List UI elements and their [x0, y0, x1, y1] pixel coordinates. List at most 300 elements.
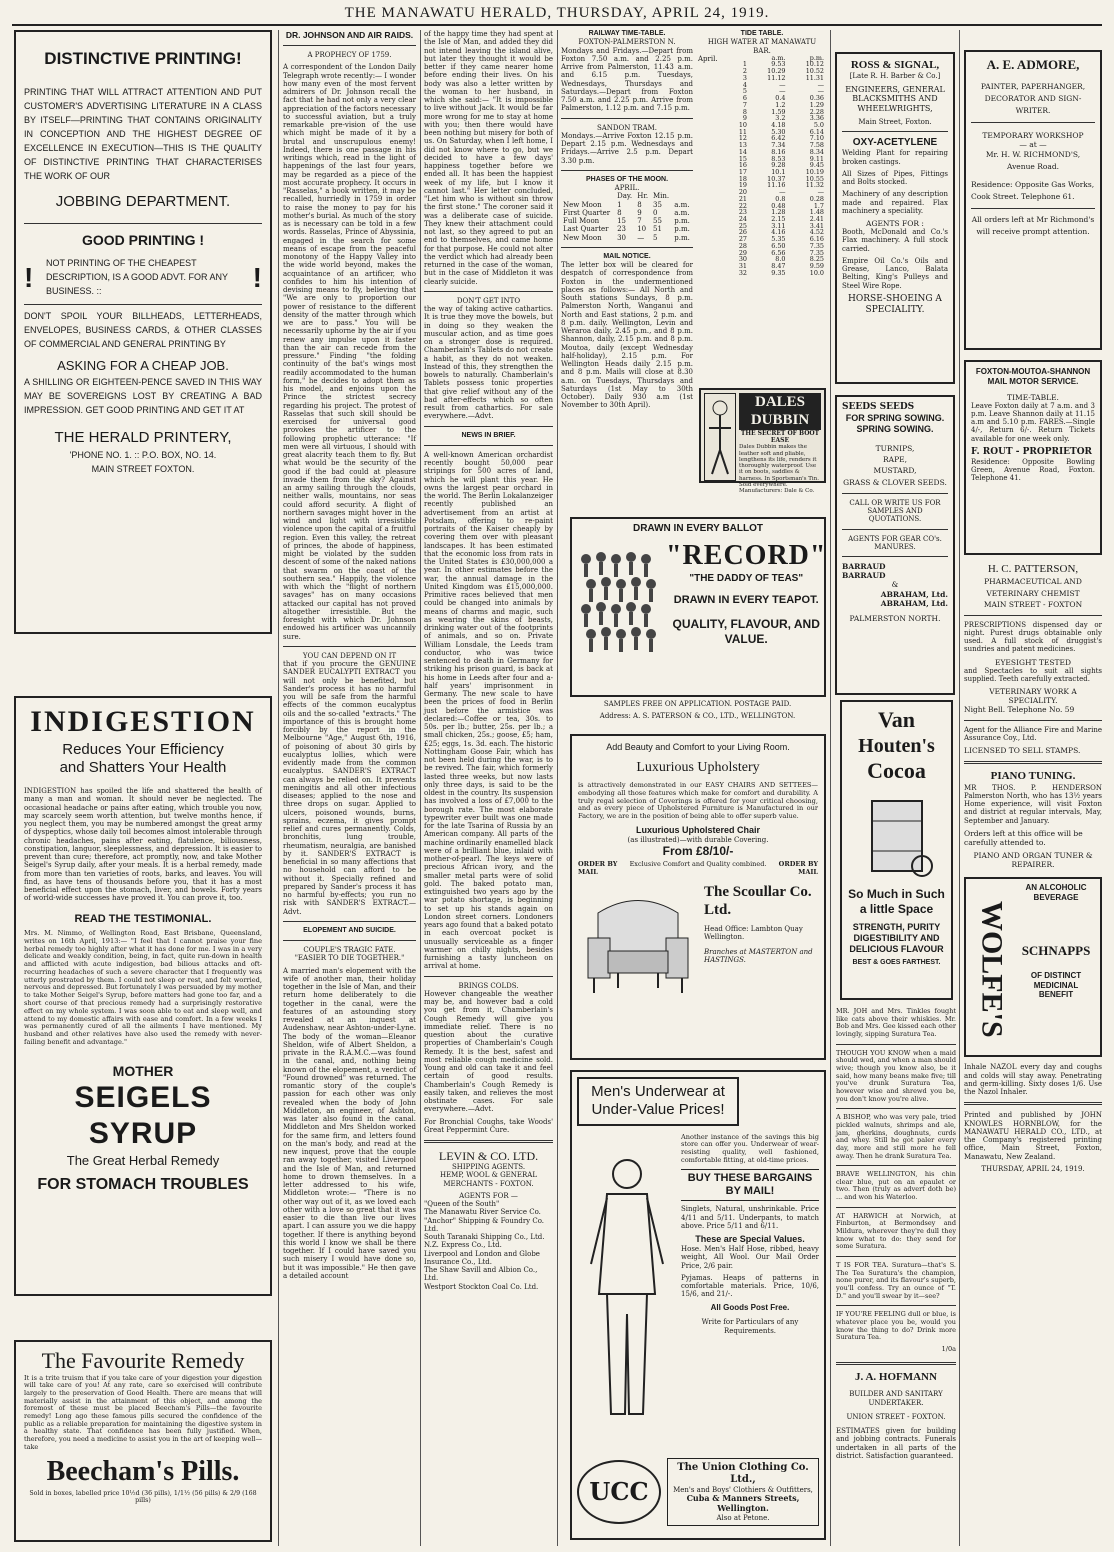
- list-item: "Queen of the South": [424, 1200, 500, 1209]
- table-row: [561, 217, 693, 225]
- table-header-cell: Hr.: [637, 192, 649, 201]
- moon-title: PHASES OF THE MOON.: [585, 175, 669, 183]
- table-cell: 21: [738, 194, 747, 203]
- table-header-cell: [561, 192, 615, 200]
- tide-sub: HIGH WATER AT MANAWATU BAR.: [707, 38, 817, 55]
- table-cell: 24: [738, 215, 747, 223]
- table-cell: 10.37: [767, 174, 786, 183]
- wolfe-an: AN ALCOHOLIC BEVERAGE: [1025, 883, 1087, 903]
- depend-headline: YOU CAN DEPEND ON IT: [302, 651, 397, 660]
- table-cell: 9: [637, 208, 642, 217]
- agents-oil: Empire Oil Co.'s Oils and Grease, Lanco, Balata Belting, King's Pulleys and Steel Wire Rope.: [842, 256, 948, 290]
- column-6: [964, 30, 1102, 1546]
- table-cell: 1: [742, 60, 747, 69]
- abraham-2: ABRAHAM, Ltd.: [880, 598, 948, 608]
- table-cell: 6.42: [771, 134, 786, 143]
- list-item: The Manawatu River Service Co.: [424, 1208, 541, 1217]
- table-cell: 0.36: [809, 94, 824, 103]
- table-cell: 10: [637, 225, 647, 234]
- table-cell: —: [779, 80, 786, 89]
- table-cell: a.m.: [674, 208, 690, 217]
- table-cell: 9.35: [771, 268, 786, 277]
- hofmann-advert: [836, 1356, 956, 1546]
- spectacles: and Spectacles to suit all sights supplied. Teeth carefully extracted.: [964, 666, 1102, 683]
- elopement-headline: ELOPEMENT AND SUICIDE.: [303, 926, 396, 934]
- ross-sub: [Late R. H. Barber & Co.]: [849, 72, 941, 81]
- table-cell: 55: [652, 217, 662, 225]
- table-header-cell: [672, 192, 693, 200]
- table-cell: 6.50: [771, 241, 786, 250]
- favourite-body: It is a trite truism that if you take care of your digestion your digestion will take care of you! At any rate, care so exercised will contribute largely to the preservation of Good Health. There are means that will materially assist in the attainment of this object, and among the foremost of these must be placed Beecham's Pills—the favourite remedy! Long ago these famous pills secured the confidence of the public as a reliable preparation for maintaining the digestive system in a healthy state. That confidence has been fully justified. When, therefore, you need a medicine to assist you in the art of keeping well—take: [24, 1373, 262, 1451]
- table-cell: 11: [738, 127, 747, 136]
- table-cell: 1.48: [809, 208, 824, 217]
- column-1: [14, 30, 272, 1546]
- moon-month: APRIL.: [614, 184, 640, 192]
- scoullar-price: From £8/10/-: [662, 844, 734, 859]
- ross-addr: Main Street, Foxton.: [858, 117, 932, 126]
- suratura-price: 1/0a: [941, 1344, 956, 1353]
- gut-headline: DON'T GET INTO: [456, 296, 521, 305]
- table-cell: 1.28: [771, 208, 786, 217]
- tide-title: TIDE TABLE.: [740, 30, 784, 37]
- table-cell: Full Moon: [563, 217, 600, 225]
- table-cell: New Moon: [563, 233, 602, 242]
- gut-body: the way of taking active cathartics. It is true they move the bowels, but in doing so they weaken the muscular action, and as time goes on a stronger dose is required. Chamberlain's Tablets do not create a habit, as they do not weaken. Instead of this, they strengthen the bowels to naturally. Chamberlain's Tablets possess tonic properties that give relief without any of the bad after-effects which so often result from cathartics. For sale everywhere.—Advt.: [424, 305, 553, 421]
- hofmann-title: J. A. HOFMANN: [855, 1371, 937, 1383]
- admore-advert: [964, 50, 1102, 350]
- table-cell: 8.53: [771, 154, 786, 163]
- so-much: So Much in Such a little Space: [848, 887, 945, 916]
- table-cell: 0.28: [809, 194, 824, 203]
- patterson-title: H. C. PATTERSON,: [987, 563, 1079, 575]
- ross-signal-advert: [835, 52, 955, 384]
- tram-body: Mondays.—Arrive Foxton 12.15 p.m. Depart 2.15 p.m. Wednesdays and Fridays.—Arrive 2.5 p.m. Depart 3.30 p.m.: [561, 131, 693, 165]
- news-body: A well-known American orchardist recently bought 50,000 pear stripings for 500 acres of land, which he will plant this year. He owns the largest pear orchard in the world. The Berlin Lokalanzeiger recently published an advertisement from an artist at Potsdam, offering to re-paint portraits of the Kaiser cheaply by covering them over with pleasant landscapes. It has been estimated that the economic loss from rats in the United States is £30,000,000 a year. In other estimates before the war, the annual damage in the United Kingdom was £15,000,000. Primitive races believed that men could be changed into animals by means of charms and magic, such as wearing the skins of beasts, drinking water out of the footprints of animals, and so on. Private William Lonsdale, the Leeds tram conductor, who was twice sentenced to death in Germany for striking his prison guard, is back at his home in Leeds after four and a-half years' imprisonment in Germany. The new scale to have been the prices of food in Berlin just before the armistice was declared:—Coffee or tea, 30s. to 50s. per lb.; butter, 25s. per lb.; a small chicken, 25s.; goose, £5; ham, £25; eggs, 1s. 3d. each. The historic Nottingham Goose Fair, which has not been held during the war, is to be revived. The fair, which formerly lasted three weeks, but now lasts only three days, is said to be the oldest in the country. Its suspension has involved a loss of £7,000 to the borough rate. The most elaborate typewriter ever built was one made for the late Tsarina of Russia by an American company. All parts of the machine ordinarily enamelled black were of a brilliant blue, inlaid with mother-of-pearl. The keys were of precious African ivory, and the smaller metal parts were of solid gold. The baked potato man, extinguished two years ago by the war potato shortage, is beginning to set up his stands again on London street corners. Londoners years ago found that a baked potato in each overcoat pocket is unusually serviceable as a finger warmer on chilly nights, besides furnishing a tasty luncheon on arrival at home.: [424, 450, 553, 971]
- list-item: IF YOU'RE FEELING dull or blue, is whatever place you be, would you know the thing to do? Drink more Suratura Tea.: [836, 1310, 956, 1342]
- good-printing-title: GOOD PRINTING !: [81, 232, 205, 249]
- table-cell: 11.12: [767, 73, 786, 82]
- testimonial-body: Mrs. M. Nimmo, of Wellington Road, East Brisbane, Queensland, writes on 16th April, 1913:— "I feel that I cannot praise your fine herbal remedy too highly after what it has done for me. I was in a very delicate and weakly condition, being, in fact, quite run-down in health and afflicted with acute indigestion, bad bilious attacks and oft-recurring headaches of such a severe character that I frequently was utterly prostrated by them. I could not sleep or rest, and felt worried, nervous and depressed. But fortunately I was persuaded by my mother to take Mother Seigel's Syrup, before matters had gone too far, and a short course of that precious remedy had a surprisingly restorative effect on my whole system. I was soon able to eat and sleep well, and attend to my domestic affairs with ease and comfort. In a few weeks I was permanently cured of all the ailments I have mentioned. My husband and other relatives have also used the remedy with never-failing benefit and advantage.": [24, 929, 262, 1046]
- list-item: Westport Stockton Coal Co. Ltd.: [424, 1282, 539, 1291]
- table-cell: —: [779, 87, 786, 96]
- table-cell: 9.53: [771, 60, 786, 69]
- table-cell: —: [637, 233, 645, 242]
- table-cell: 11.31: [805, 73, 824, 82]
- table-cell: 7.35: [809, 248, 824, 257]
- van-houten-1: Van: [877, 707, 916, 732]
- jobbing-title: JOBBING DEPARTMENT.: [55, 192, 231, 210]
- list-item: T IS FOR TEA. Suratura—that's S. The Tea Suratura's the champion, none purer, and its flavour's superb, you'll confess. Try an ounce of "T. D." and you'll swear by it—see?: [836, 1261, 956, 1300]
- table-cell: 10.1: [771, 167, 786, 176]
- union-addr: Cuba & Manners Streets, Wellington.: [686, 1493, 800, 1513]
- man-illustration: [577, 1134, 677, 1454]
- men-free: All Goods Post Free.: [710, 1302, 790, 1312]
- piano-body: MR THOS. P. HENDERSON Palmerston North, who has 13½ years Home experience, will visit Foxton and district at regular intervals, May, September and January.: [964, 783, 1102, 825]
- wolfe-advert: [964, 877, 1102, 1057]
- table-cell: 7.35: [809, 241, 824, 250]
- elopement-body: A married man's elopement with the wife of another man, their holiday together in the Isle of Man, and their return home deliberately to die together in the canal, were the features of an astounding story revealed at an inquest at Audenshaw, near Ashton-under-Lyne. The body of the woman—Eleanor Sheldon, wife of Albert Sheldon, a private in the R.A.M.C.—was found in the canal, and, nothing being known of the elopement, a verdict of "Found drowned" was returned. The romantic story of the couple's passion for each other was only revealed when the body of John Middleton, an engineer, of Ashton, was later also found in the canal. Middleton and Mrs Sheldon worked for the same firm, and letters found on the man's body, and read at the new inquest, prove that the couple ran away together, visited Liverpool and the Isle of Man, and returned home to drown themselves. In a letter addressed to his wife, Middleton wrote:— "There is no other way out of it, as we loved each other with a love so great that it was easier to die than live our lives apart. I can assure you we die happy together. If there is anything beyond this world I know we shall be there together. If I could have saved you such misery I would have done so, but it was impossible." He then gave a detailed account: [283, 966, 416, 1280]
- table-cell: 51: [652, 225, 662, 234]
- admore-title: A. E. ADMORE,: [986, 57, 1080, 72]
- cocoa: Cocoa: [867, 758, 926, 784]
- mail-title: MAIL NOTICE.: [603, 252, 651, 260]
- dateline: THURSDAY, APRIL 24, 1919.: [981, 1164, 1085, 1173]
- table-cell: Last Quarter: [563, 225, 609, 234]
- table-cell: 6.14: [809, 127, 824, 136]
- strength: STRENGTH, PURITY DIGESTIBILITY AND DELICIOUS FLAVOUR: [849, 922, 944, 955]
- table-cell: 5: [652, 233, 658, 242]
- record-quality: QUALITY, FLAVOUR, AND VALUE.: [672, 616, 820, 646]
- record-drawn: DRAWN IN EVERY TEAPOT.: [673, 593, 819, 606]
- table-cell: 3.36: [809, 114, 824, 123]
- oxy-title: OXY-ACETYLENE: [852, 137, 938, 149]
- mail-motor-advert: [964, 360, 1102, 555]
- scoullar-head: Luxurious Upholstery: [636, 759, 760, 775]
- list-item: TURNIPS,: [875, 443, 915, 453]
- agent-alliance: Agent for the Alliance Fire and Marine Assurance Coy., Ltd.: [964, 725, 1102, 742]
- wolfe-vertical: [972, 885, 1010, 1053]
- table-cell: 30: [738, 255, 747, 264]
- admore-orders: All orders left at Mr Richmond's will receive prompt attention.: [971, 215, 1095, 237]
- great-herbal: The Great Herbal Remedy: [66, 1152, 220, 1168]
- table-cell: 6.16: [809, 235, 824, 244]
- rout-title: F. ROUT - PROPRIETOR: [971, 446, 1093, 457]
- table-cell: 3.2: [775, 114, 786, 123]
- exclamation-icon: !: [252, 261, 262, 293]
- tram-title: SANDON TRAM.: [596, 123, 658, 132]
- table-cell: 22: [738, 201, 747, 210]
- printed-by: Printed and published by JOHN KNOWLES HORNBLOW, for the MANAWATU HERALD CO., LTD., at the Company's registered printing office, Main Street, Foxton, Manawatu, New Zealand.: [964, 1111, 1102, 1161]
- table-cell: 10.55: [805, 174, 824, 183]
- table-cell: 27: [738, 235, 747, 244]
- table-cell: 0.8: [775, 194, 786, 203]
- indigestion-advert: [14, 696, 272, 1296]
- table-cell: 11.32: [805, 181, 824, 190]
- table-cell: 1: [617, 200, 622, 209]
- indigestion-subtitle-2: and Shatters Your Health: [59, 758, 227, 776]
- dont-spoil-text: DON'T SPOIL YOUR BILLHEADS, LETTERHEADS, ENVELOPES, BUSINESS CARDS, & OTHER CLASSES OF COMMERCIAL AND GENERAL PRINTING BY: [24, 311, 262, 350]
- table-header-cell: Day.: [617, 192, 633, 201]
- wolfe-of: OF DISTINCT MEDICINAL BENEFIT: [1030, 970, 1082, 1000]
- scoullar-branches: Branches at MASTERTON and HASTINGS.: [704, 947, 813, 964]
- rail-body: Mondays and Fridays.—Depart from Foxton 7.50 a.m. and 2.25 p.m. Arrive from Palmerston, 11.43 a.m. and 6.15 p.m. Tuesdays, Wednesdays, Thursdays and Saturdays.—Depart from Foxton 7.50 a.m. and 2.25 p.m. Arrive from Palmerston, 1.12 p.m. and 7.15 p.m.: [561, 46, 693, 113]
- men-hose: Hose. Men's Half Hose, ribbed, heavy weight, All Wool. Our Mail Order Price, 2/6 pair.: [681, 1245, 819, 1270]
- table-cell: 5: [742, 87, 747, 96]
- boot-figure-icon: [704, 393, 736, 481]
- table-row: [728, 270, 826, 277]
- table-cell: 5.0: [813, 120, 824, 129]
- hofmann-addr: UNION STREET - FOXTON.: [846, 1412, 946, 1421]
- piano-orders: Orders left at this office will be carefully attended to.: [964, 828, 1083, 848]
- scoullar-office: Head Office: Lambton Quay Wellington.: [704, 925, 803, 942]
- johnson-subhead: A PROPHECY OF 1759.: [307, 51, 392, 60]
- barraud-1: BARRAUD: [842, 562, 886, 572]
- eyesight: EYESIGHT TESTED: [994, 657, 1072, 667]
- union-logo: UCC: [577, 1460, 661, 1524]
- table-cell: 25: [738, 221, 747, 230]
- list-item: BRAVE WELLINGTON, his chin clear blue, put on an epaulet or two. Then (truly as advert doth be) ... and won his Waterloo.: [836, 1170, 956, 1202]
- tide-month: April.: [698, 54, 718, 63]
- table-cell: New Moon: [563, 200, 602, 209]
- table-cell: 9.59: [809, 262, 824, 271]
- armchair-illustration: [578, 883, 698, 1003]
- table-cell: 28: [738, 241, 747, 250]
- indigestion-title: INDIGESTION: [30, 705, 256, 738]
- table-row: [561, 209, 693, 217]
- seeds-advert: [835, 395, 955, 695]
- table-cell: 9: [742, 114, 747, 123]
- mail-motor-title: FOXTON-MOUTOA-SHANNON MAIL MOTOR SERVICE.: [975, 367, 1091, 386]
- table-cell: 23: [617, 225, 626, 234]
- indigestion-body: INDIGESTION has spoiled the life and shattered the health of many a man and woman. It should never be neglected. The occasional headache or pains after eating, which trouble you now, may scarcely seem worth attention, but twelve months hence, if you neglect them, you may be numbered amongst the great army of dyspeptics, whose daily toil becomes almost intolerable through chronic headaches, pains after eating, flatulence, biliousness, constipation, languor, sleeplessness, and depression. It is easier to prevent than cure; therefore, act promptly, now, and take Mother Seigel's Syrup daily, after your meals. It is a herbal remedy, made from more than ten varieties of roots, barks, and leaves. You will find, as have tens of thousands before you, that it has a most beneficial effect upon the stomach, liver, and bowels. Forty years of world-wide successes have proved it. You can prove it, too.: [24, 787, 262, 903]
- record-daddy: "THE DADDY OF TEAS": [689, 573, 804, 585]
- cheap-job-text: ASKING FOR A CHEAP JOB.: [57, 358, 229, 374]
- levin-sub-2: HEMP, WOOL & GENERAL MERCHANTS - FOXTON.: [439, 1171, 538, 1188]
- oxy-body: Welding Plant for repairing broken castings.: [842, 149, 948, 166]
- palmerston: PALMERSTON NORTH.: [849, 613, 941, 623]
- admore-residence: Residence: Opposite Gas Works, Cook Street. Telephone 61.: [971, 180, 1095, 202]
- list-item: AT HARWICH at Norwich, at Finburton, at Bermondsey and Mildura, wherever they're dull they know what to do: they send for some Suratura.: [836, 1211, 956, 1251]
- horse-shoeing: HORSE-SHOEING A SPECIALITY.: [848, 293, 942, 315]
- temp-workshop: TEMPORARY WORKSHOP: [982, 130, 1084, 140]
- list-item: THOUGH YOU KNOW when a maid should wed, and when a man should wive; though you know also, be it said, how many beans make five; till you've drunk Suratura Tea, however wise and shrewd you be, you don't know you're alive.: [836, 1048, 956, 1103]
- table-cell: 11.16: [767, 181, 786, 190]
- table-cell: 19: [738, 181, 747, 190]
- seeds-spring-2: SPRING SOWING.: [856, 423, 934, 434]
- table-cell: 8.25: [809, 255, 824, 264]
- table-cell: 30: [617, 233, 626, 242]
- phone-line: 'PHONE NO. 1. :: P.O. BOX, NO. 14.: [69, 450, 217, 461]
- table-cell: 1.2: [775, 100, 786, 109]
- list-item: MR. JOH and Mrs. Tinkles fought like cats above their whiskies. Mr. Bob and Mrs. Gee kissed each other lovingly, sipping Suratura Tea.: [836, 1007, 956, 1038]
- chemist-title: PHARMACEUTICAL AND VETERINARY CHEMIST: [984, 577, 1082, 599]
- table-row: [561, 234, 693, 242]
- union-name: The Union Clothing Co. Ltd.,: [677, 1461, 809, 1485]
- table-cell: 2.41: [809, 215, 824, 223]
- scoullar-intro: Add Beauty and Comfort to your Living Room.: [606, 742, 790, 752]
- table-cell: 1.29: [809, 100, 824, 109]
- table-header-cell: Min.: [652, 192, 670, 201]
- levin-agents-list: [424, 1200, 553, 1291]
- dales-body: Dales Dubbin makes the leather soft and pliable, lengthens its life, renders it thoroughly waterproof. Use it on boots, saddles & harness. In Sportsman's Tin. Sold everywhere. Manufacturers: Dale & Co.: [739, 444, 819, 495]
- vet-work: VETERINARY WORK A SPECIALITY.: [989, 687, 1077, 706]
- ross-title: ROSS & SIGNAL,: [850, 59, 940, 71]
- table-cell: 7.10: [809, 134, 824, 143]
- list-item: MUSTARD,: [873, 466, 917, 476]
- cocoa-tin-illustration: [852, 791, 942, 881]
- men-title: Men's Underwear at Under-Value Prices!: [577, 1077, 739, 1126]
- herald-printery: THE HERALD PRINTERY,: [54, 429, 232, 446]
- list-item: RAPE,: [883, 455, 907, 465]
- table-cell: 8.0: [775, 255, 786, 264]
- table-cell: 7: [742, 100, 747, 109]
- chemist-address: MAIN STREET - FOXTON: [983, 600, 1083, 610]
- table-cell: 18: [738, 174, 747, 183]
- table-cell: 9.28: [771, 161, 786, 170]
- table-cell: 0.48: [771, 201, 786, 210]
- printery-address: MAIN STREET FOXTON.: [91, 464, 195, 475]
- table-cell: 1.7: [813, 201, 824, 210]
- van-houten-2: Houten's: [858, 734, 935, 757]
- list-item: "Anchor" Shipping & Foundry Co. Ltd.: [424, 1216, 545, 1233]
- table-cell: 29: [738, 248, 747, 257]
- rout-residence: Residence: Opposite Bowling Green, Avenue Road, Foxton. Telephone 41.: [971, 457, 1095, 483]
- table-header-cell: p.m.: [809, 53, 824, 62]
- hofmann-body: ESTIMATES given for building and jobbing contracts. Funerals undertaken in all parts of the district. Satisfaction guaranteed.: [836, 1427, 956, 1460]
- table-cell: 8: [637, 200, 642, 209]
- scoullar-chair-sub: (as illustrated)—with durable Covering.: [627, 835, 769, 844]
- table-cell: 3.41: [809, 221, 824, 230]
- record-samples: SAMPLES FREE ON APPLICATION. POSTAGE PAID.: [603, 700, 792, 708]
- table-row: [561, 225, 693, 233]
- list-item: The Shaw Savill and Albion Co., Ltd.: [424, 1266, 538, 1283]
- nazol-text: Inhale NAZOL every day and coughs and colds will stay away. Penetrating and germ-killing. Sixty doses 1/6. Use the Nazol Inhaler.: [964, 1063, 1102, 1097]
- depend-body: that if you procure the GENUINE SANDER EUCALYPTI EXTRACT you will not only be benefited, but Sander's process it has no harmful you will be safe from the harmful effects of the common eucalyptus oils and the so-called "extracts." The importance of this is brought home forcibly by the report in the Melbourne "Age," August 6th, 1916, of poisoning of about 30 girls by eucalyptus lollies, which were evidently made from the common eucalyptus. SANDER'S EXTRACT can always be relied on. It prevents meningitis and all other infectious diseases; applied to the nose and three drops on sugar. Applied to ulcers, poisoned wounds, burns, sprains, eczema, it gives prompt relief and cures permanently. Colds, bronchitis, lung trouble, rheumatism, neuralgia, are banished by it. SANDER'S EXTRACT is beneficial in so many affections that no household can afford to be without it. Specially refined and prepared by Sander's process it has no harmful by-effects; you run no risk with SANDER'S EXTRACT.—Advt.: [283, 660, 416, 916]
- men-buy: BUY THESE BARGAINS BY MAIL!: [681, 1169, 819, 1202]
- mail-body: The letter box will be cleared for despatch of correspondence from Foxton in the undermentioned places as follows:— All North and South stations Sundays, 8 p.m. Palmerston North, Wanganui and North and East stations, 2 p.m. and 8 p.m. daily. Wellington, Levin and Weraroa daily, 2.45 p.m., and 8 p.m. Shannon, daily, 2.15 p.m. and 8 p.m. Moutoa, daily (except Wednesday half-holiday), 2.15 p.m. For Wellington Heads daily 2.15 p.m. and 8 p.m. Mails will close at 8.30 a.m. on Tuesdays, Thursdays and Saturdays (1st May to 30th October). Daily 930 a.m (1st November to 30th April).: [561, 261, 693, 410]
- table-cell: 5.30: [771, 127, 786, 136]
- table-cell: p.m.: [674, 217, 690, 225]
- column-5-tide: [698, 30, 826, 370]
- stomach-troubles: FOR STOMACH TROUBLES: [37, 1175, 249, 1193]
- table-cell: 6.56: [771, 248, 786, 257]
- suratura-column: [836, 1007, 956, 1353]
- union-also: Also at Petone.: [716, 1513, 770, 1522]
- men-singlets: Singlets, Natural, unshrinkable. Price 4/11 and 5/11. Underpants, to match above. Price 5/11 and 6/11.: [681, 1205, 819, 1230]
- list-item: South Taranaki Shipping Co., Ltd.: [424, 1233, 545, 1242]
- table-cell: 35: [652, 200, 662, 209]
- column-3: [424, 30, 553, 1546]
- table-cell: 4.18: [771, 120, 786, 129]
- agents-body: Booth, McDonald and Co.'s Flax machinery. A full stock carried.: [842, 228, 948, 253]
- seigels-syrup: SEIGELS SYRUP: [74, 1080, 212, 1151]
- table-cell: a.m.: [674, 200, 690, 209]
- table-cell: 9.11: [809, 154, 824, 163]
- oxy-pipes: All Sizes of Pipes, Fittings and Bolts stocked.: [842, 169, 948, 187]
- temp-who: Mr. H. W. RICHMOND'S, Avenue Road.: [985, 150, 1081, 172]
- piano-tuner: PIANO AND ORGAN TUNER & REPAIRER.: [973, 851, 1093, 870]
- men-intro: Another instance of the savings this big store can offer you. Underwear of wear-resisting quality, well fashioned, comfortable fitting, at old-time prices.: [681, 1132, 819, 1164]
- van-houten-advert: [840, 700, 953, 1000]
- best: BEST & GOES FARTHEST.: [852, 959, 941, 967]
- temp-at: — at —: [1019, 140, 1047, 149]
- johnson-body: A correspondent of the London Daily Telegraph wrote recently:— I wonder how many even of the most fervent admirers of Dr. Johnson recall the fact that he had not only a very clear appreciation of the factors necessary to successful aviation, but a truly remarkable pre-vision of the use which might be made of it by a brutal and unscrupulous enemy! Indeed, there is one passage in his writings which, read in the light of happenings of the last four years, may be regarded as a piece of the most accurate prophecy. It occurs in "Rasselas," a book written, it may be recalled, hurriedly in 1759 in order to raise the money to pay for his mother's burial. As much of the story as is necessary can be told in a few words. Rasselas, Prince of Abyssinia, engaged in the search for some means of escape from the peaceful monotony of the Happy Valley into the wide world beyond, makes the acquaintance of an artificer, who confides to him his intention of devising means to fly, believing that "We are only to proportion our power of resistance to the different density of the matter through which we are to pass." You will be necessarily uphorne by the air if you renew any impulse upon it faster than the air can recede from the pressure." Finding "the folding continuity of the bat's wings most readily accommodated to the human form," he decides to adopt them as his model, and enjoins upon the Prince the strictest secrecy regarding his project. The protest of Rasselas that such skill should be exercised for universal good provokes the artificer to the following prophetic utterance: "If men were all virtuous, I should with great alacrity teach them to fly. But what would be the security of the good if the bad could at pleasure invade them from the sky? Against an army sailing through the clouds, neither walls, mountains, nor seas could afford security. A flight of northern savages might hover in the wind and light with irresistible violence upon the capital of a fruitful region. Even this valley, the retreat of princes, the abode of happiness, might be violated by the sudden descent of some of the naked nations that swarm on the coast of the southern sea." Happily, the violence with which the "flight of northern savages" has on many occasions attacked our capital has not proved altogether irresistible. But the foresight with which Dr. Johnson endowed his artificer was uncannily sure.: [283, 63, 416, 641]
- table-cell: 2.15: [771, 215, 786, 223]
- table-cell: 0: [652, 208, 658, 217]
- men-pyjamas: Pyjamas. Heaps of patterns in comfortable materials. Price, 10/6, 15/6, and 21/-.: [681, 1273, 819, 1299]
- prescriptions: PRESCRIPTIONS dispensed day or night. Purest drugs obtainable only used. A full stock of druggist's sundries and patent medicines.: [964, 620, 1102, 654]
- johnson-headline: DR. JOHNSON AND AIR RAIDS.: [285, 30, 414, 40]
- wolfe-schnapps: SCHNAPPS: [1021, 942, 1091, 958]
- ross-trades: ENGINEERS, GENERAL BLACKSMITHS AND WHEELWRIGHTS,: [845, 84, 945, 114]
- table-cell: 2: [742, 67, 747, 76]
- table-cell: p.m.: [674, 233, 690, 242]
- dales-sub: THE SECRET OF BOOT EASE: [740, 429, 820, 444]
- table-cell: 7.34: [771, 141, 786, 150]
- colds-headline: BRINGS COLDS.: [458, 981, 519, 990]
- news-headline: NEWS IN BRIEF.: [461, 431, 516, 439]
- table-cell: 16: [738, 161, 747, 170]
- list-item: Liverpool and London and Globe Insurance Co., Ltd.: [424, 1249, 540, 1266]
- rail-sub: FOXTON-PALMERSTON N.: [578, 38, 676, 47]
- table-cell: 7: [637, 217, 642, 225]
- moon-table: [561, 192, 693, 242]
- table-cell: 10.29: [767, 67, 786, 76]
- men-write: Write for Particulars of any Requirements.: [701, 1318, 799, 1335]
- exclamation-icon: !: [24, 261, 34, 293]
- dales-dubbin-advert: [699, 388, 826, 495]
- men-special: These are Special Values.: [695, 1234, 805, 1245]
- list-item: A BISHOP, who was very pale, tried pickled walnuts, shrimps and ale, jam, gherkins, doughnuts, curds and whey. Still he got paler every day, more and still more he fell away. Then he drank Suratura Tea.: [836, 1113, 956, 1160]
- scoullar-chair: Luxurious Upholstered Chair: [635, 824, 760, 835]
- night-bell: Night Bell. Telephone No. 59: [964, 705, 1075, 715]
- table-cell: 26: [738, 228, 747, 237]
- printing-body: PRINTING THAT WILL ATTRACT ATTENTION AND PUT CUSTOMER'S ADVERTISING LITERATURE IN A CLASS BY ITSELF—PRINTING THAT CONTAINS ORIGINALITY IN CONCEPTION AND THE HIGHEST DEGREE OF EXCELLENCE IN EXECUTION—THIS IS THE QUALITY OF DISTINCTIVE PRINTING THAT CHARACTERISES THE WORK OF OUR: [24, 87, 262, 181]
- beechams-advert: [14, 1340, 272, 1542]
- dales-title: DALES DUBBIN: [739, 393, 821, 430]
- rail-title: RAILWAY TIME-TABLE.: [588, 30, 666, 37]
- table-cell: 2.28: [809, 107, 824, 116]
- table-cell: 8: [742, 107, 747, 116]
- admore-trades: PAINTER, PAPERHANGER, DECORATOR AND SIGN-WRITER.: [980, 81, 1086, 115]
- column-rule: [420, 30, 421, 1546]
- elopement-continued: of the happy time they had spent at the Isle of Man, and added they did not intend leaving the island alive, but later they thought it would be better if they came nearer home before ending their lives. On his body was also a letter written by the woman to her husband, in which she said:— "It is impossible to live without Jack. It would be far more wrong for me to stay at home with you; then there would have been nothing but misery for both of us. On Saturday, when I left home, I did not know where to go, but we decided to have a few days' happiness together before we ended all. It has been the happiest week of my life, but I know it cannot last." Her letter concluded, "Let him who is without sin throw the first stone." The coroner said it was a deliberate case of suicide. They knew their attachment could not last, so they agreed to put an end to themselves, and came home for that purpose. He could not alter the verdict which had already been returned in the case of the woman, but in the case of Middleton it was clearly suicide.: [424, 30, 553, 286]
- table-cell: 10.12: [805, 60, 824, 69]
- table-cell: 8.47: [771, 262, 786, 271]
- scoullar-comfort: Exclusive Comfort and Quality combined.: [629, 859, 767, 868]
- record-tea-advert: [570, 517, 826, 697]
- licensed-stamps: LICENSED TO SELL STAMPS.: [964, 746, 1081, 756]
- column-rule: [830, 30, 831, 1546]
- abraham-1: ABRAHAM, Ltd.: [880, 589, 948, 599]
- list-item: N.Z. Express Co., Ltd.: [424, 1241, 502, 1250]
- table-cell: 3: [742, 73, 747, 82]
- elopement-subhead-2: "EASIER TO DIE TOGETHER.": [294, 954, 405, 963]
- elopement-subhead-1: COUPLE'S TRAGIC FATE.: [303, 946, 396, 955]
- list-item: GRASS & CLOVER SEEDS.: [843, 477, 947, 487]
- table-cell: —: [817, 80, 824, 89]
- table-cell: 13: [738, 141, 747, 150]
- column-rule: [959, 30, 960, 1546]
- table-header-cell: a.m.: [771, 53, 786, 62]
- table-cell: 0.4: [775, 94, 786, 103]
- table-cell: 15: [738, 154, 747, 163]
- testimonial-title: READ THE TESTIMONIAL.: [74, 912, 212, 925]
- scoullar-name: The Scoullar Co. Ltd.: [704, 883, 812, 918]
- column-2: [283, 30, 416, 1546]
- oxy-machinery: Machinery of any description made and repaired. Flax machinery a speciality.: [842, 190, 948, 215]
- table-cell: 9.45: [809, 161, 824, 170]
- table-cell: 4.52: [809, 228, 824, 237]
- indigestion-subtitle-1: Reduces Your Efficiency: [62, 740, 224, 758]
- table-header-row: [561, 192, 693, 200]
- record-brand: "RECORD": [666, 540, 827, 572]
- order-by-mail-right: ORDER BY MAIL: [778, 859, 818, 876]
- table-cell: 8: [617, 208, 622, 217]
- column-4-timetables: [561, 30, 693, 410]
- crowd-illustration: [576, 539, 666, 679]
- table-cell: —: [817, 87, 824, 96]
- table-cell: 10.52: [805, 67, 824, 76]
- tide-table: [728, 55, 826, 277]
- seeds-list: [842, 443, 948, 488]
- scoullar-advert: [570, 734, 826, 1060]
- bronchial-text: For Bronchial Coughs, take Woods' Great Peppermint Cure.: [424, 1117, 553, 1134]
- agents-head: AGENTS FOR :: [866, 219, 924, 229]
- timetable-title: TIME-TABLE.: [1007, 392, 1059, 402]
- wolfe-name: WOLFE'S: [975, 901, 1009, 1038]
- union-sub: Men's and Boys' Clothiers & Outfitters,: [673, 1485, 813, 1494]
